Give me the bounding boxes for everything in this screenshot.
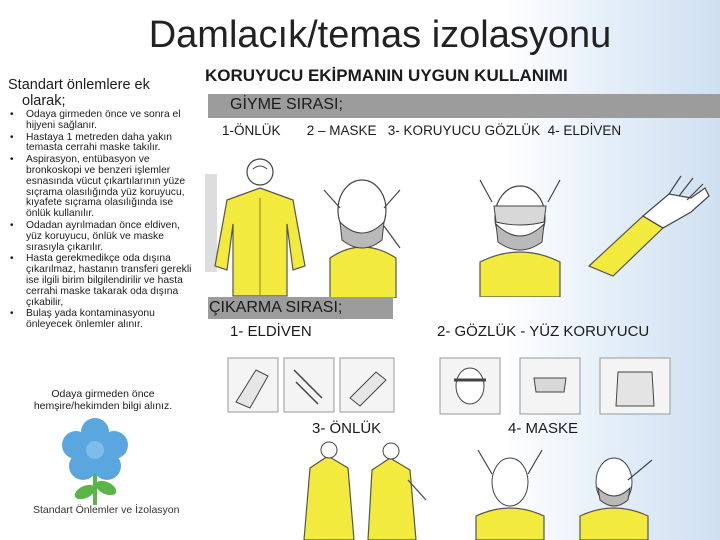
bullet-item: • Hastaya 1 metreden daha yakın temasta cerrahi maske takılır.	[8, 133, 198, 155]
bullet-list	[8, 110, 198, 332]
bullet-item: • Odaya girmeden önce ve sonra el hijyeni sağlanır.	[8, 110, 198, 132]
mask-removal-illustration	[462, 440, 662, 540]
bullet-item: • Aspirasyon, entübasyon ve bronkoskopi ve benzeri işlemler esnasında vücut çıkartılarının yüze sıçrama olasılığında yüz koruyucu, kıyafete sıçrama olasılığında ise önlük kullanılır.	[8, 155, 198, 220]
donning-steps: 1-ÖNLÜK 2 – MASKE 3- KORUYUCU GÖZLÜK 4- ELDİVEN	[222, 123, 622, 138]
mask-donning-illustration	[318, 148, 406, 298]
left-heading-line1: Standart önlemlere ek	[8, 77, 150, 93]
bullet-item: • Bulaş yada kontaminasyonu önleyecek önlemler alınır.	[8, 309, 198, 331]
ppe-title: KORUYUCU EKİPMANIN UYGUN KULLANIMI	[205, 66, 568, 85]
doffing-step-mask: 4- MASKE	[508, 420, 579, 437]
sign-note: Odaya girmeden önce hemşire/hekimden bilgi alınız.	[33, 388, 173, 412]
doffing-step-gown: 3- ÖNLÜK	[312, 420, 382, 437]
doffing-label: ÇIKARMA SIRASI;	[209, 299, 343, 316]
left-heading	[8, 77, 198, 109]
footer-text: Standart Önlemler ve İzolasyon	[33, 504, 180, 516]
gown-removal-illustration	[298, 440, 430, 540]
donning-label: GİYME SIRASI;	[230, 96, 343, 113]
goggles-donning-illustration	[470, 162, 570, 297]
left-heading-line2: olarak;	[22, 93, 66, 109]
bullet-item: • Hasta gerekmedikçe oda dışına çıkarılmaz, hastanın transferi gerekli ise ilgili birim bilgilendirilir ve hasta cerrahi maske takarak oda dışına çıkabilir,	[8, 254, 198, 308]
goggles-removal-illustration	[430, 348, 680, 418]
bullet-item: • Odadan ayrılmadan önce eldiven, yüz koruyucu, önlük ve maske sırasıyla çıkarılır.	[8, 221, 198, 253]
doffing-step-gloves: 1- ELDİVEN	[230, 323, 312, 340]
gloves-donning-illustration	[585, 168, 715, 278]
flower-sign-icon	[55, 412, 135, 507]
gown-donning-illustration	[205, 148, 315, 298]
gloves-removal-illustration	[226, 348, 396, 418]
doffing-step-goggles: 2- GÖZLÜK - YÜZ KORUYUCU	[437, 323, 650, 340]
slide-title: Damlacık/temas izolasyonu	[148, 14, 612, 56]
